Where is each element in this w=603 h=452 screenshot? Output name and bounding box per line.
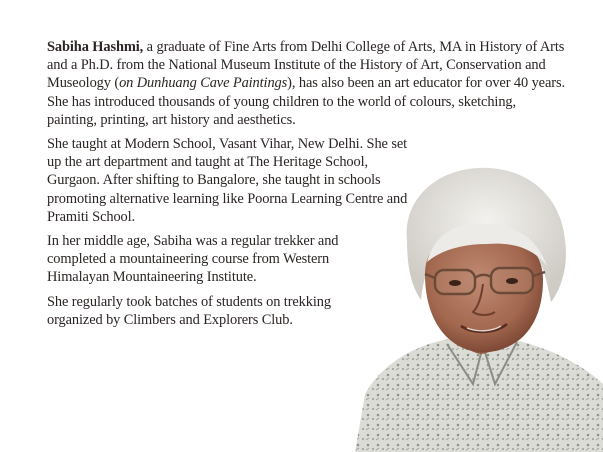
bio-paragraph-1	[47, 38, 567, 129]
bio-paragraph-4: She regularly took batches of students on trekking organized by Climbers and Explorers Club.	[47, 293, 331, 328]
shirt-shape	[355, 338, 603, 452]
bio-paragraph-3: In her middle age, Sabiha was a regular trekker and completed a mountaineering course from Western Himalayan Mountaineering Institute.	[47, 233, 339, 286]
bio-p1-text-b: ), has also been an art educator for over 40 years. She has introduced thousands of young children to the world of colours, sketching, painting, printing, art history and aesthetics.	[47, 75, 565, 128]
bio-paragraph-2: She taught at Modern School, Vasant Vihar, New Delhi. She set up the art department and taught at The Heritage School, Gurgaon. After shifting to Bangalore, she taught in schools promoting alternative learning like Poorna Learning Centre and Pramiti School.	[47, 136, 408, 225]
bio-name: Sabiha Hashmi,	[47, 39, 144, 55]
bio-p1-text-a: a graduate of Fine Arts from Delhi College of Arts, MA in History of Arts and a Ph.D. from the National Museum Institute of the History of Art, Conservation and Museology (	[47, 39, 565, 92]
bio-p1-italic: on Dunhuang Cave Paintings	[119, 75, 288, 92]
bio-text	[47, 38, 567, 335]
